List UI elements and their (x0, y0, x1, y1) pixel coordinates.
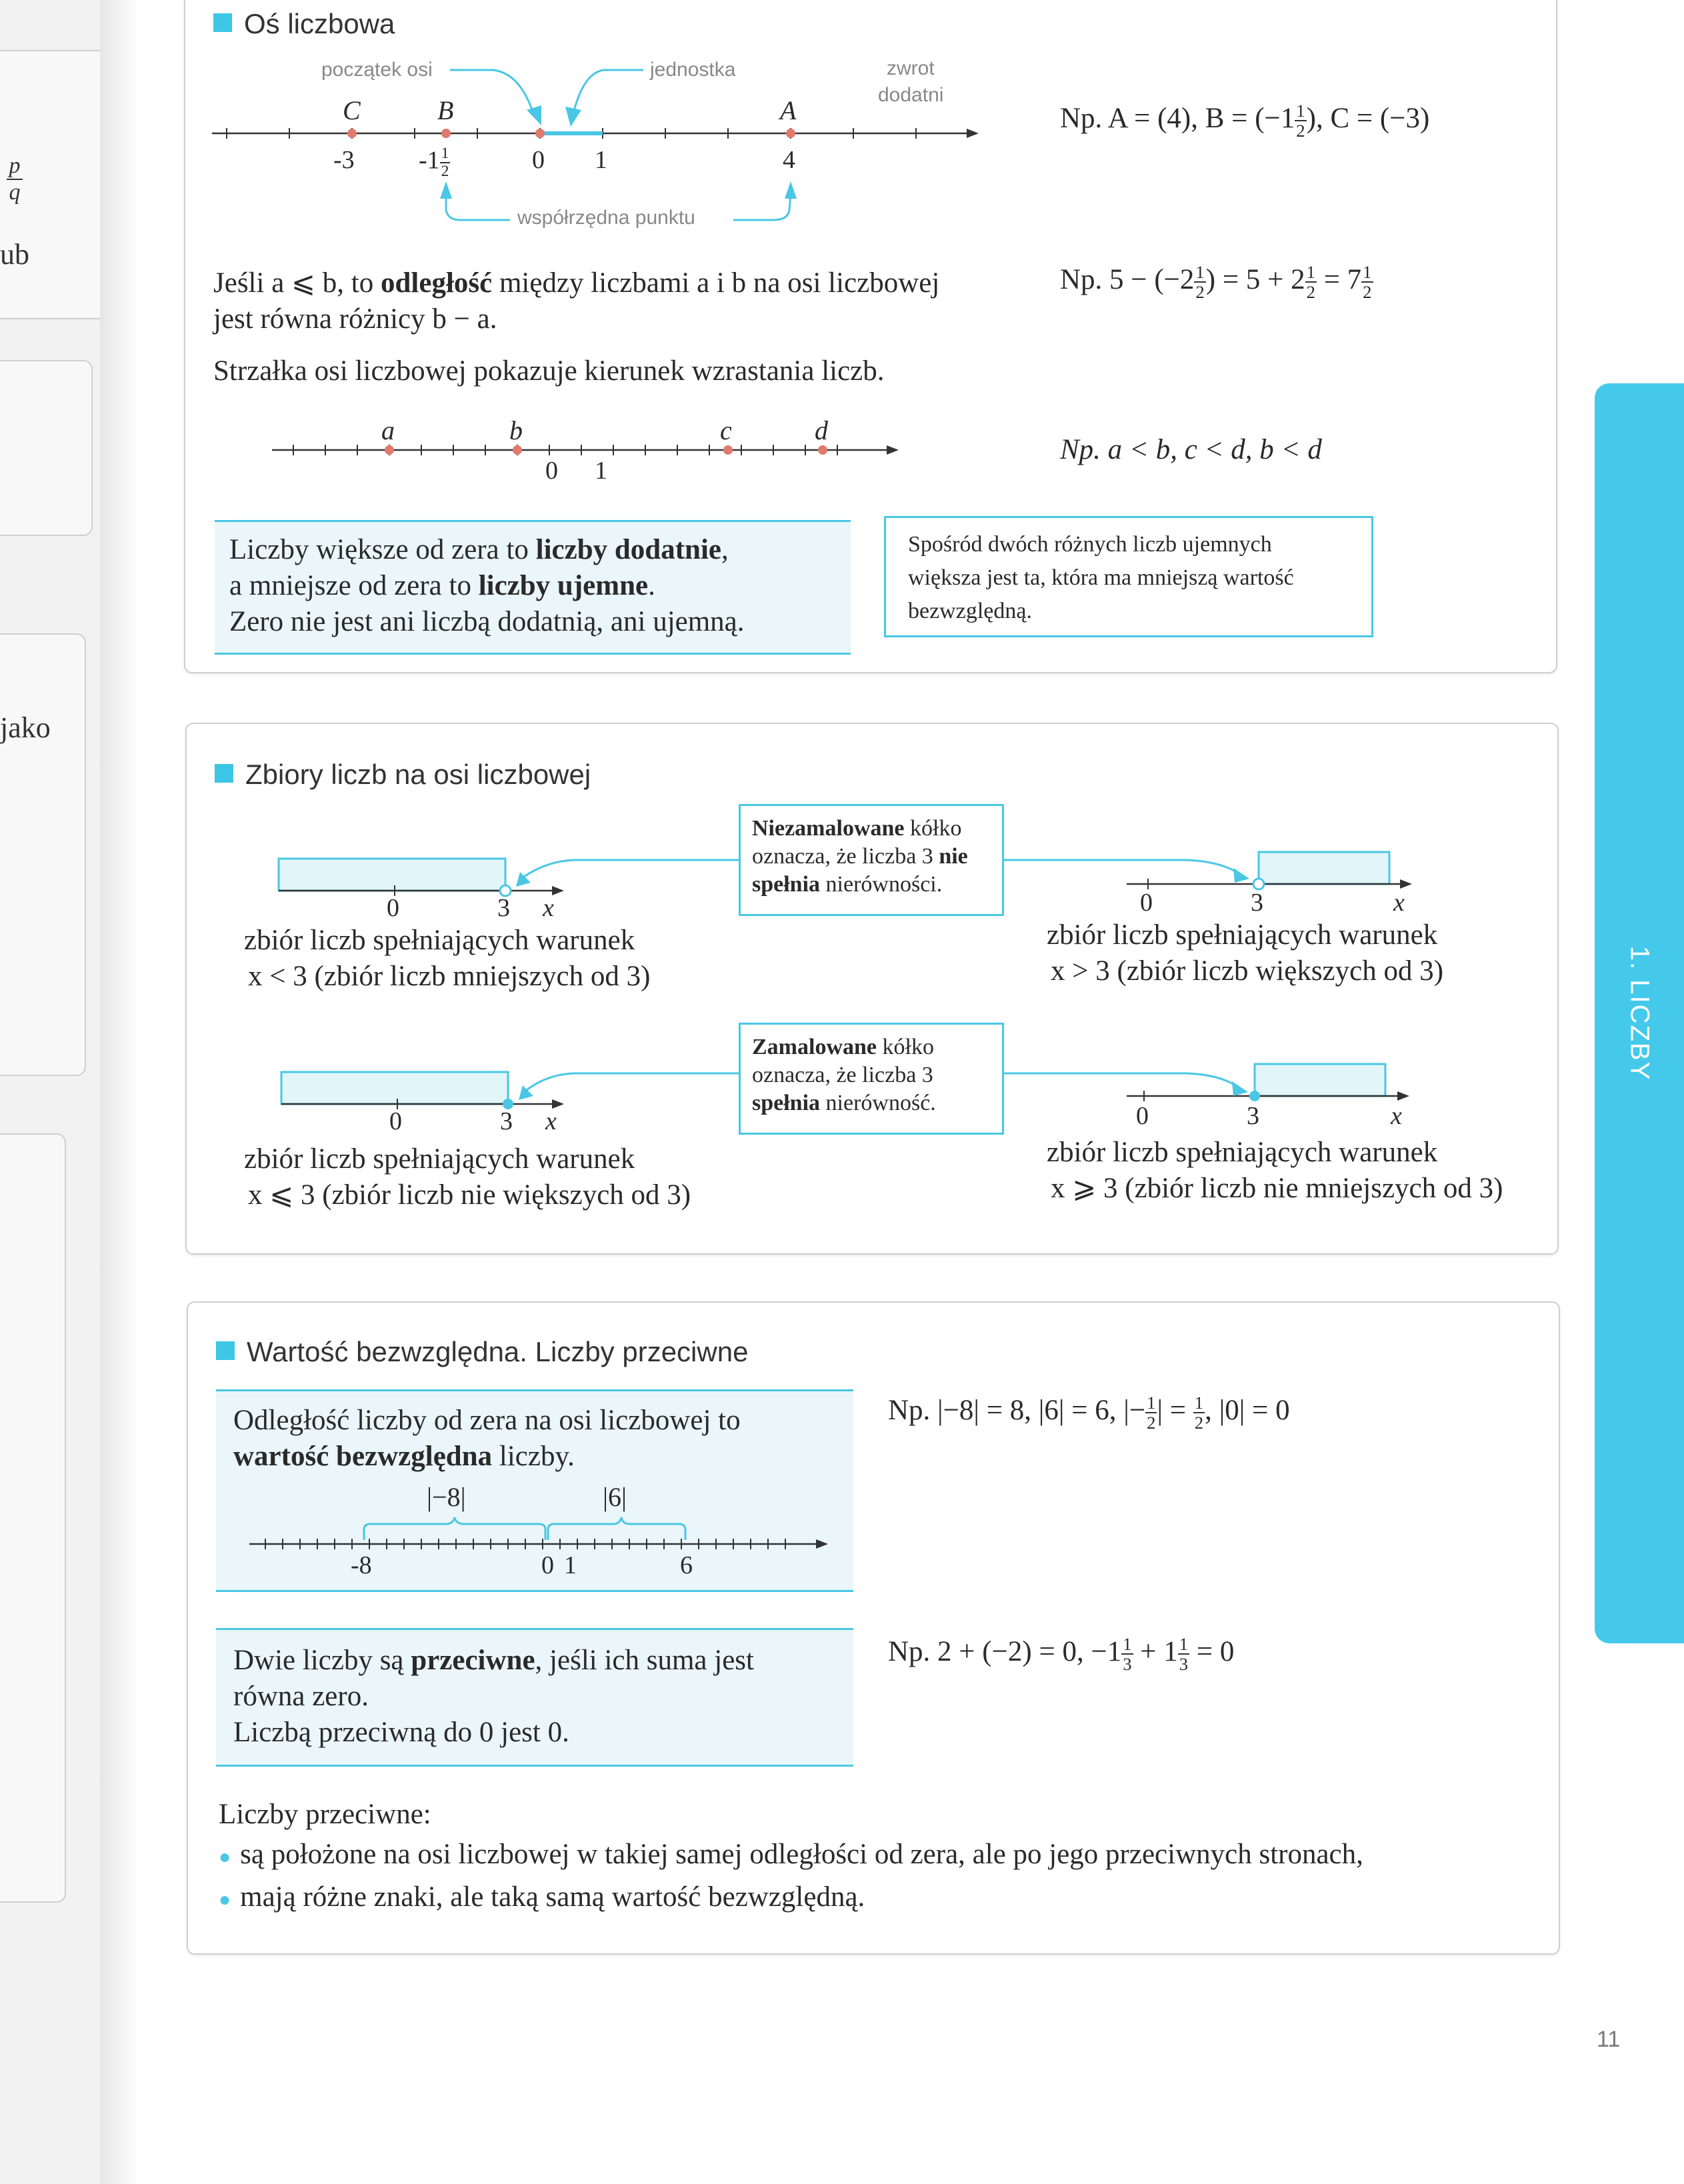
tick-label: 3 (500, 1107, 513, 1135)
section-bullet-icon (216, 1341, 235, 1360)
distance-definition: Jeśli a ⩽ b, to odległość między liczbami a i b na osi liczbowej jest równa różnicy b − a. (213, 267, 940, 335)
tick-label: 0 (1136, 1102, 1149, 1130)
label-unit: jednostka (650, 59, 736, 81)
tick-label: 3 (1247, 1102, 1259, 1130)
shaded-set-ge (1255, 1064, 1385, 1096)
axis-variable: x (1393, 889, 1405, 917)
point-A (786, 129, 795, 138)
absolute-value-number-line (0, 1507, 867, 1580)
abs-label-minus8: |−8| (427, 1482, 466, 1512)
point-origin (535, 129, 545, 138)
tick-label-mixed: -1 $\frac{1}{2}$ (419, 145, 449, 180)
tick-label: 0 (541, 1551, 554, 1579)
brace-abs-minus8 (364, 1517, 545, 1540)
shaded-set-le (281, 1072, 508, 1104)
set-lt-caption: zbiór liczb spełniających warunek x < 3 (zbiór liczb mniejszych od 3) (244, 925, 651, 992)
positive-negative-text: Liczby większe od zera to liczby dodatnie, a mniejsze od zera to liczby ujemne. Zero nie jest ani liczbą dodatnią, ani ujemną. (229, 534, 745, 637)
label-origin: początek osi (321, 59, 433, 81)
brace-abs-6 (548, 1517, 685, 1540)
axis-variable: x (545, 1107, 557, 1135)
origin-callout-arrow (450, 70, 533, 113)
point-label-B: B (437, 95, 454, 125)
section-title: Oś liczbowa (213, 8, 395, 40)
point-label-b: b (509, 415, 523, 445)
tick-label: 0 (545, 457, 558, 485)
example-distance: Np. 5 − (−2 $\frac{1}{2}$ ) = 5 + 2 $\frac{1}{2}$ = 7 $\frac{1}{2}$ (1060, 262, 1372, 302)
tick-label: 3 (1251, 889, 1263, 917)
unit-callout-arrow (573, 70, 643, 113)
example-absolute-value: Np. |−8| = 8, |6| = 6, |− $\frac{1}{2}$ | = $\frac{1}{2}$ , |0| = 0 (888, 1393, 1290, 1433)
example-coordinates: Np. A = (4), B = (−1 $\frac{1}{2}$ ), C = (−3) (1060, 101, 1430, 141)
list-item: ● są położone na osi liczbowej w takiej samej odległości od zera, ale po jego przeciwnych stronach, (219, 1839, 1363, 1870)
example-opposite: Np. 2 + (−2) = 0, −1 $\frac{1}{3}$ + 1 $\frac{1}{3}$ = 0 (888, 1634, 1235, 1674)
absolute-value-definition: Odległość liczby od zera na osi liczbowej to wartość bezwzględna liczby. (233, 1405, 741, 1472)
abs-label-6: |6| (603, 1482, 627, 1512)
left-page-fragment: ub (0, 238, 29, 271)
set-ge-caption: zbiór liczb spełniających warunek x ⩾ 3 (zbiór liczb nie mniejszych od 3) (1047, 1137, 1503, 1204)
point-B (441, 129, 451, 138)
note-filled-circle-text: Zamalowane kółko oznacza, że liczba 3 spełnia nierówność. (752, 1035, 936, 1115)
tick-label: 1 (595, 146, 607, 174)
note-open-circle-text: Niezamalowane kółko oznacza, że liczba 3 nie spełnia nierówności. (752, 816, 968, 897)
set-le-caption: zbiór liczb spełniających warunek x ⩽ 3 (zbiór liczb nie większych od 3) (244, 1143, 691, 1211)
label-direction: dodatni (878, 84, 944, 106)
opposite-numbers-list: Liczby przeciwne: ● są położone na osi liczbowej w takiej samej odległości od zera, ale po jego przeciwnych stronach, ● mają różne znaki, ale taką samą wartość bezwzględną. (219, 1795, 1363, 1920)
opposite-numbers-definition: Dwie liczby są przeciwne, jeśli ich suma jest równa zero. Liczbą przeciwną do 0 jest 0. (233, 1645, 754, 1748)
point-label-c: c (720, 415, 732, 445)
tick-label: -8 (351, 1551, 372, 1579)
section-bullet-icon (215, 764, 233, 783)
tick-label: 6 (680, 1551, 693, 1579)
tick-label: 4 (783, 146, 795, 174)
set-gt-caption: zbiór liczb spełniających warunek x > 3 (zbiór liczb większych od 3) (1047, 919, 1444, 987)
label-coordinate: współrzędna punktu (517, 207, 695, 229)
point-label-d: d (815, 415, 828, 445)
page-number: 11 (1597, 2027, 1621, 2052)
tick-label: 0 (1140, 889, 1153, 917)
left-page-fraction: p q (7, 153, 23, 205)
label-direction: zwrot (887, 57, 935, 79)
tick-label: 0 (387, 894, 399, 922)
number-line-diagram (0, 0, 1684, 240)
order-number-line (0, 400, 933, 487)
tick-label: 0 (532, 146, 545, 174)
axis-variable: x (543, 894, 554, 922)
list-item: ● mają różne znaki, ale taką samą wartość bezwzględną. (219, 1881, 865, 1913)
tick-label: 0 (389, 1107, 402, 1135)
axis-arrowhead (967, 129, 979, 138)
negative-numbers-note-text: Spośród dwóch różnych liczb ujemnych większa jest ta, która ma mniejszą wartość bezwzględną. (908, 532, 1294, 623)
shaded-set-lt (279, 859, 505, 891)
left-page-fragment: jako (0, 711, 51, 744)
tick-label: -3 (333, 146, 355, 174)
section-title: Wartość bezwzględna. Liczby przeciwne (216, 1336, 748, 1368)
bullet-icon: ● (219, 1846, 231, 1868)
filled-circle (1249, 1091, 1260, 1101)
point-label-C: C (343, 95, 361, 125)
axis-variable: x (1391, 1102, 1402, 1130)
tick-label: 1 (564, 1551, 577, 1579)
shaded-set-gt (1259, 852, 1389, 884)
tick-label: 3 (497, 894, 510, 922)
chapter-tab-label: 1. LICZBY (1625, 945, 1655, 1081)
point-label-a: a (381, 415, 395, 445)
section-title: Zbiory liczb na osi liczbowej (215, 759, 591, 791)
tick-label: 1 (595, 457, 607, 485)
example-order: Np. a < b, c < d, b < d (1060, 434, 1322, 465)
arrow-direction-text: Strzałka osi liczbowej pokazuje kierunek wzrastania liczb. (213, 355, 885, 387)
bullet-icon: ● (219, 1889, 231, 1911)
point-label-A: A (780, 95, 797, 125)
point-C (347, 129, 357, 138)
